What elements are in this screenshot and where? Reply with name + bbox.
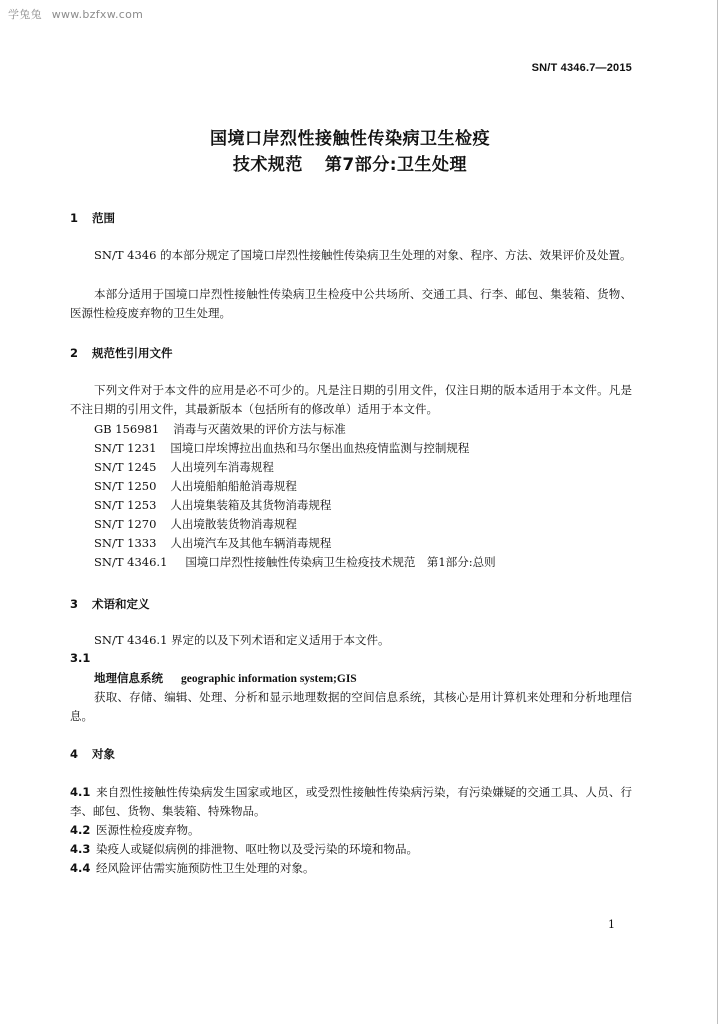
title-part-b: 第7部分:卫生处理 [324,155,468,175]
document-code: SN/T 4346.7—2015 [531,62,632,74]
section-4-heading [70,746,115,762]
object-item [70,822,200,838]
section-1-paragraph-2: 本部分适用于国境口岸烈性接触性传染病卫生检疫中公共场所、交通工具、行李、邮包、集装箱、货物、医源性检疫废弃物的卫生处理。 [70,287,632,320]
reference-code: SN/T 1245 [94,460,157,474]
reference-item [94,497,331,513]
reference-item [94,554,496,570]
section-3-heading [70,596,150,612]
reference-item [94,535,331,551]
reference-code: SN/T 1250 [94,479,157,493]
term-number: 3.1 [70,651,91,665]
term-entry [94,670,357,686]
section-2-paragraph-1: 下列文件对于本文件的应用是必不可少的。凡是注日期的引用文件，仅注日期的版本适用于本文件。凡是不注日期的引用文件，其最新版本（包括所有的修改单）适用于本文件。 [70,383,632,416]
object-item-number: 4.1 [70,785,91,799]
reference-code: SN/T 1253 [94,498,157,512]
reference-title: 人出境散装货物消毒规程 [170,517,297,531]
reference-title: 消毒与灭菌效果的评价方法与标准 [173,422,346,436]
section-1-paragraph-1: SN/T 4346 的本部分规定了国境口岸烈性接触性传染病卫生处理的对象、程序、方法、效果评价及处置。 [94,248,632,262]
page-edge-rule [717,0,718,1024]
page-number: 1 [608,918,615,931]
reference-title: 人出境汽车及其他车辆消毒规程 [170,536,332,550]
section-number: 2 [70,346,79,360]
section-2-heading [70,345,173,361]
section-title: 范围 [92,211,115,225]
reference-item [94,459,274,475]
object-item-text: 医源性检疫废弃物。 [96,823,200,837]
document-title-line1: 国境口岸烈性接触性传染病卫生检疫 [210,129,490,149]
object-item-number: 4.2 [70,823,91,837]
reference-item [94,516,297,532]
reference-code: GB 156981 [94,422,160,436]
document-title-line2 [0,150,700,175]
object-item-text: 经风险评估需实施预防性卫生处理的对象。 [96,861,315,875]
object-item [70,783,632,821]
reference-title: 国境口岸埃博拉出血热和马尔堡出血热疫情监测与控制规程 [170,441,470,455]
term-definition: 获取、存储、编辑、处理、分析和显示地理数据的空间信息系统，其核心是用计算机来处理和分析地理信息。 [70,690,632,723]
reference-title: 人出境集装箱及其货物消毒规程 [170,498,332,512]
reference-title: 人出境船舶船舱消毒规程 [170,479,297,493]
term-english: geographic information system;GIS [181,673,357,685]
reference-title: 国境口岸烈性接触性传染病卫生检疫技术规范 第1部分:总则 [185,555,496,569]
object-item-text: 染疫人或疑似病例的排泄物、呕吐物以及受污染的环境和物品。 [96,842,418,856]
section-number: 1 [70,211,79,225]
section-3-paragraph-1: SN/T 4346.1 界定的以及下列术语和定义适用于本文件。 [94,633,390,647]
object-item [70,860,315,876]
section-number: 3 [70,597,79,611]
object-item-number: 4.4 [70,861,91,875]
reference-code: SN/T 1231 [94,441,157,455]
term-chinese: 地理信息系统 [94,671,163,685]
reference-item [94,421,346,437]
reference-code: SN/T 1270 [94,517,157,531]
object-item-text: 来自烈性接触性传染病发生国家或地区，或受烈性接触性传染病污染，有污染嫌疑的交通工具、人员、行李、邮包、货物、集装箱、特殊物品。 [70,785,632,818]
reference-item [94,440,469,456]
watermark [8,6,149,22]
reference-title: 人出境列车消毒规程 [170,460,274,474]
object-item [70,841,418,857]
watermark-url: www.bzfxw.com [51,8,144,21]
section-1-heading [70,210,115,226]
section-title: 对象 [92,747,115,761]
reference-item [94,478,297,494]
section-title: 规范性引用文件 [92,346,173,360]
section-number: 4 [70,747,79,761]
reference-code: SN/T 1333 [94,536,157,550]
section-title: 术语和定义 [92,597,150,611]
object-item-number: 4.3 [70,842,91,856]
watermark-cn: 学兔兔 [8,8,42,21]
title-part-a: 技术规范 [232,155,303,175]
reference-code: SN/T 4346.1 [94,555,168,569]
